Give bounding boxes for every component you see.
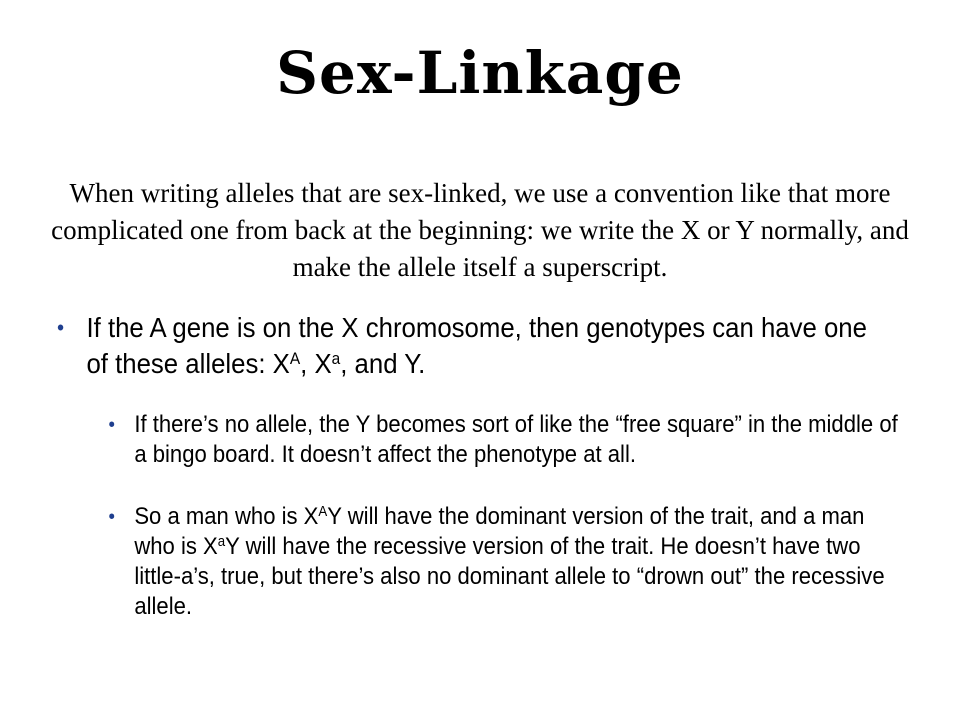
bullet-text	[86, 310, 894, 382]
sub-bullet-text-part: Y will have the dominant version of the trait, and a man who is X	[134, 503, 865, 560]
sub-bullet-item-man-genotype	[109, 502, 900, 622]
allele-superscript: A	[289, 348, 301, 368]
allele-superscript: a	[217, 534, 226, 551]
bullet-text-part: If the A gene is on the X chromosome, then genotypes can have one of these alleles: X	[86, 312, 867, 379]
sub-bullet-marker: •	[108, 506, 116, 528]
bullet-text-part: , X	[300, 348, 332, 379]
bullet-text-part: , and Y.	[340, 348, 426, 379]
allele-superscript: a	[331, 348, 341, 368]
sub-bullet-text-part: So a man who is X	[134, 503, 319, 530]
sub-bullet-text: If there’s no allele, the Y becomes sort of like the “free square” in the middle of a bingo board. It doesn’t affect the phenotype at all.	[134, 411, 898, 468]
slide-title: Sex-Linkage	[276, 39, 684, 107]
sub-bullet-text	[134, 502, 899, 622]
allele-superscript: A	[318, 504, 328, 521]
bullet-item-genotypes	[57, 310, 894, 382]
intro-paragraph: When writing alleles that are sex-linked, we use a convention like that more complicated one from back at the beginning: we write the X or Y normally, and make the allele itself a superscript.	[51, 178, 909, 282]
sub-bullet-text-part: Y will have the recessive version of the trait. He doesn’t have two little-a’s, true, but there’s also no dominant allele to “drown out” the recessive allele.	[134, 533, 885, 620]
bullet-marker: •	[57, 315, 65, 340]
sub-bullet-item-free-square	[109, 410, 900, 470]
sub-bullet-marker: •	[108, 414, 116, 436]
